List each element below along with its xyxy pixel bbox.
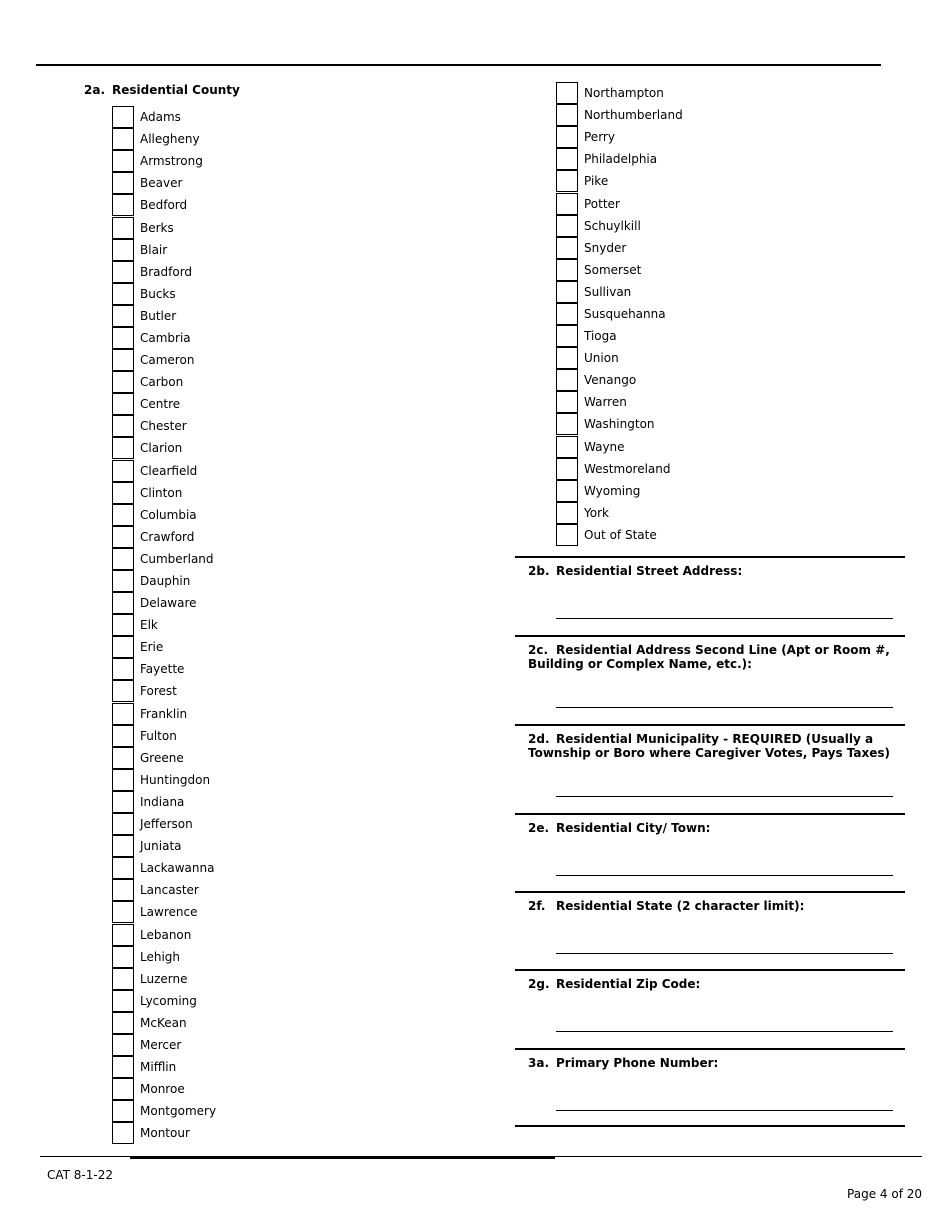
county-option[interactable] (556, 148, 683, 170)
field-2c (515, 635, 905, 724)
county-checkbox[interactable] (556, 347, 578, 369)
county-option[interactable] (112, 393, 216, 415)
county-label: Adams (140, 110, 181, 125)
county-label: Sullivan (584, 284, 632, 299)
county-checkbox[interactable] (112, 924, 134, 946)
county-label: Northampton (584, 86, 664, 101)
field-number: 2g. (528, 977, 550, 991)
county-label: Westmoreland (584, 461, 671, 476)
county-checkbox[interactable] (556, 413, 578, 435)
county-option[interactable] (112, 437, 216, 459)
field-3a (515, 1048, 905, 1126)
county-option[interactable] (112, 504, 216, 526)
county-label: Wayne (584, 439, 625, 454)
county-option[interactable] (112, 460, 216, 482)
county-label: Monroe (140, 1082, 185, 1097)
county-list-right (556, 82, 683, 546)
county-checkbox[interactable] (112, 371, 134, 393)
county-option[interactable] (112, 216, 216, 238)
county-label: Pike (584, 174, 609, 189)
county-option[interactable] (556, 524, 683, 546)
county-option[interactable] (112, 658, 216, 680)
county-label: Bucks (140, 286, 176, 301)
field-question (528, 977, 898, 991)
county-label: McKean (140, 1015, 187, 1030)
county-list-left (112, 106, 216, 1144)
footer-rule-thick (130, 1157, 555, 1159)
county-option[interactable] (112, 570, 216, 592)
county-checkbox[interactable] (556, 259, 578, 281)
county-label: Columbia (140, 507, 197, 522)
county-checkbox[interactable] (556, 502, 578, 524)
county-label: Lycoming (140, 993, 197, 1008)
county-option[interactable] (112, 680, 216, 702)
county-option[interactable] (112, 592, 216, 614)
county-checkbox[interactable] (112, 194, 134, 216)
county-checkbox[interactable] (112, 482, 134, 504)
county-checkbox[interactable] (556, 237, 578, 259)
county-option[interactable] (556, 281, 683, 303)
county-checkbox[interactable] (112, 1012, 134, 1034)
county-option[interactable] (112, 349, 216, 371)
county-checkbox[interactable] (112, 946, 134, 968)
county-label: Tioga (584, 329, 617, 344)
county-label: Susquehanna (584, 306, 666, 321)
county-option[interactable] (556, 170, 683, 192)
county-label: York (584, 505, 609, 520)
county-checkbox[interactable] (112, 283, 134, 305)
county-label: Cambria (140, 330, 191, 345)
field-number: 2b. (528, 564, 550, 578)
county-label: Allegheny (140, 132, 200, 147)
county-label: Bradford (140, 264, 193, 279)
county-option[interactable] (112, 548, 216, 570)
county-option[interactable] (112, 415, 216, 437)
county-checkbox[interactable] (556, 480, 578, 502)
county-checkbox[interactable] (556, 148, 578, 170)
county-checkbox[interactable] (112, 393, 134, 415)
field-question (528, 643, 898, 671)
county-option[interactable] (112, 1056, 216, 1078)
county-option[interactable] (112, 1122, 216, 1144)
county-label: Mercer (140, 1037, 182, 1052)
section-2a-number: 2a. (84, 83, 106, 97)
section-2a-title: Residential County (112, 83, 240, 97)
county-option[interactable] (556, 237, 683, 259)
answer-line[interactable] (556, 707, 893, 708)
county-checkbox[interactable] (112, 592, 134, 614)
county-label: Delaware (140, 596, 197, 611)
county-option[interactable] (112, 172, 216, 194)
county-option[interactable] (112, 150, 216, 172)
county-checkbox[interactable] (556, 325, 578, 347)
county-label: Clearfield (140, 463, 198, 478)
county-label: Bedford (140, 198, 188, 213)
county-option[interactable] (556, 369, 683, 391)
county-checkbox[interactable] (112, 548, 134, 570)
county-option[interactable] (112, 813, 216, 835)
county-option[interactable] (112, 835, 216, 857)
county-option[interactable] (112, 968, 216, 990)
county-checkbox[interactable] (112, 261, 134, 283)
county-checkbox[interactable] (556, 436, 578, 458)
county-option[interactable] (556, 215, 683, 237)
county-checkbox[interactable] (112, 1100, 134, 1122)
county-option[interactable] (112, 946, 216, 968)
field-2e (515, 813, 905, 891)
county-checkbox[interactable] (112, 879, 134, 901)
county-label: Chester (140, 419, 187, 434)
county-checkbox[interactable] (112, 349, 134, 371)
county-label: Butler (140, 308, 177, 323)
county-checkbox[interactable] (112, 636, 134, 658)
county-option[interactable] (112, 305, 216, 327)
county-label: Clinton (140, 485, 183, 500)
county-checkbox[interactable] (556, 126, 578, 148)
county-label: Cameron (140, 353, 195, 368)
county-option[interactable] (112, 747, 216, 769)
county-option[interactable] (556, 126, 683, 148)
county-option[interactable] (112, 879, 216, 901)
county-label: Potter (584, 196, 620, 211)
form-code: CAT 8-1-22 (47, 1168, 113, 1182)
county-checkbox[interactable] (112, 172, 134, 194)
county-label: Union (584, 351, 619, 366)
county-label: Montgomery (140, 1104, 217, 1119)
county-label: Armstrong (140, 154, 203, 169)
county-label: Schuylkill (584, 218, 641, 233)
county-label: Lawrence (140, 905, 198, 920)
county-option[interactable] (112, 283, 216, 305)
county-option[interactable] (556, 458, 683, 480)
county-option[interactable] (112, 636, 216, 658)
county-option[interactable] (112, 725, 216, 747)
county-option[interactable] (112, 239, 216, 261)
county-option[interactable] (556, 104, 683, 126)
county-option[interactable] (556, 82, 683, 104)
county-checkbox[interactable] (556, 193, 578, 215)
county-checkbox[interactable] (112, 327, 134, 349)
answer-line[interactable] (556, 875, 893, 876)
county-label: Lebanon (140, 927, 192, 942)
county-checkbox[interactable] (112, 437, 134, 459)
county-option[interactable] (112, 1100, 216, 1122)
county-label: Blair (140, 242, 168, 257)
county-label: Cumberland (140, 551, 214, 566)
county-checkbox[interactable] (556, 458, 578, 480)
field-label: Residential Address Second Line (Apt or Room #, Building or Complex Name, etc.): (528, 643, 890, 671)
field-label: Residential Municipality - REQUIRED (Usually a Township or Boro where Caregiver Votes, Pays Taxes) (528, 732, 891, 760)
county-checkbox[interactable] (112, 857, 134, 879)
field-question (528, 732, 898, 760)
county-option[interactable] (556, 502, 683, 524)
county-option[interactable] (112, 791, 216, 813)
county-checkbox[interactable] (556, 281, 578, 303)
county-option[interactable] (112, 128, 216, 150)
county-checkbox[interactable] (112, 106, 134, 128)
answer-line[interactable] (556, 796, 893, 797)
county-label: Snyder (584, 240, 627, 255)
county-option[interactable] (112, 371, 216, 393)
county-checkbox[interactable] (556, 391, 578, 413)
county-label: Beaver (140, 176, 183, 191)
county-label: Lancaster (140, 883, 199, 898)
page-number: Page 4 of 20 (847, 1187, 922, 1201)
fields-bottom-rule (515, 1125, 905, 1127)
county-checkbox[interactable] (556, 104, 578, 126)
county-label: Montour (140, 1126, 190, 1141)
field-number: 3a. (528, 1056, 550, 1070)
county-label: Jefferson (140, 817, 193, 832)
field-label: Residential Street Address: (556, 564, 743, 578)
county-option[interactable] (112, 1078, 216, 1100)
county-option[interactable] (112, 106, 216, 128)
county-label: Luzerne (140, 971, 188, 986)
county-option[interactable] (112, 1012, 216, 1034)
county-label: Venango (584, 373, 637, 388)
top-rule (36, 64, 881, 66)
county-label: Elk (140, 618, 158, 633)
field-2g (515, 969, 905, 1048)
field-label: Residential State (2 character limit): (556, 899, 805, 913)
county-label: Greene (140, 750, 184, 765)
county-label: Berks (140, 220, 174, 235)
county-checkbox[interactable] (112, 1078, 134, 1100)
county-label: Northumberland (584, 108, 683, 123)
county-checkbox[interactable] (112, 680, 134, 702)
field-2d (515, 724, 905, 813)
field-label: Primary Phone Number: (556, 1056, 719, 1070)
county-option[interactable] (112, 703, 216, 725)
county-checkbox[interactable] (112, 1034, 134, 1056)
field-2f (515, 891, 905, 969)
county-label: Wyoming (584, 483, 641, 498)
county-checkbox[interactable] (112, 1122, 134, 1144)
field-number: 2d. (528, 732, 550, 746)
county-checkbox[interactable] (112, 305, 134, 327)
county-option[interactable] (112, 526, 216, 548)
field-question (528, 821, 898, 835)
county-label: Lackawanna (140, 861, 215, 876)
county-label: Indiana (140, 794, 185, 809)
county-checkbox[interactable] (112, 703, 134, 725)
county-checkbox[interactable] (112, 769, 134, 791)
answer-line[interactable] (556, 618, 893, 619)
county-option[interactable] (112, 614, 216, 636)
county-label: Erie (140, 640, 164, 655)
county-option[interactable] (556, 325, 683, 347)
county-option[interactable] (556, 436, 683, 458)
county-label: Out of State (584, 527, 657, 542)
county-checkbox[interactable] (112, 968, 134, 990)
county-label: Huntingdon (140, 772, 211, 787)
county-checkbox[interactable] (112, 570, 134, 592)
answer-line[interactable] (556, 1110, 893, 1111)
county-option[interactable] (112, 261, 216, 283)
county-checkbox[interactable] (112, 835, 134, 857)
county-label: Lehigh (140, 949, 181, 964)
county-label: Washington (584, 417, 655, 432)
section-2a-heading (84, 83, 240, 97)
county-option[interactable] (112, 482, 216, 504)
county-label: Perry (584, 130, 615, 145)
county-option[interactable] (112, 990, 216, 1012)
county-option[interactable] (556, 303, 683, 325)
answer-line[interactable] (556, 953, 893, 954)
county-option[interactable] (556, 413, 683, 435)
county-checkbox[interactable] (112, 901, 134, 923)
county-checkbox[interactable] (112, 658, 134, 680)
county-label: Dauphin (140, 574, 191, 589)
county-option[interactable] (556, 192, 683, 214)
county-checkbox[interactable] (112, 217, 134, 239)
county-label: Philadelphia (584, 152, 658, 167)
county-option[interactable] (112, 769, 216, 791)
county-checkbox[interactable] (556, 524, 578, 546)
county-checkbox[interactable] (556, 215, 578, 237)
county-checkbox[interactable] (556, 170, 578, 192)
county-checkbox[interactable] (112, 791, 134, 813)
county-label: Franklin (140, 706, 188, 721)
county-checkbox[interactable] (112, 460, 134, 482)
county-checkbox[interactable] (556, 82, 578, 104)
county-option[interactable] (112, 901, 216, 923)
field-number: 2f. (528, 899, 546, 913)
county-checkbox[interactable] (112, 990, 134, 1012)
county-checkbox[interactable] (556, 303, 578, 325)
county-option[interactable] (556, 480, 683, 502)
county-checkbox[interactable] (112, 725, 134, 747)
county-label: Mifflin (140, 1060, 177, 1075)
county-option[interactable] (112, 857, 216, 879)
county-label: Forest (140, 684, 177, 699)
county-checkbox[interactable] (112, 813, 134, 835)
county-label: Fulton (140, 728, 177, 743)
county-option[interactable] (112, 327, 216, 349)
county-checkbox[interactable] (112, 526, 134, 548)
county-checkbox[interactable] (112, 128, 134, 150)
county-checkbox[interactable] (112, 239, 134, 261)
county-label: Fayette (140, 662, 185, 677)
field-question (528, 899, 898, 913)
county-label: Carbon (140, 375, 184, 390)
county-option[interactable] (112, 1034, 216, 1056)
county-option[interactable] (556, 347, 683, 369)
county-checkbox[interactable] (112, 747, 134, 769)
county-checkbox[interactable] (112, 415, 134, 437)
county-checkbox[interactable] (112, 1056, 134, 1078)
county-label: Somerset (584, 262, 642, 277)
county-option[interactable] (556, 259, 683, 281)
field-label: Residential City/ Town: (556, 821, 711, 835)
county-option[interactable] (112, 194, 216, 216)
answer-line[interactable] (556, 1031, 893, 1032)
county-label: Warren (584, 395, 627, 410)
address-fields (515, 556, 905, 1126)
county-option[interactable] (556, 391, 683, 413)
field-label: Residential Zip Code: (556, 977, 701, 991)
county-checkbox[interactable] (556, 369, 578, 391)
field-number: 2e. (528, 821, 550, 835)
county-option[interactable] (112, 923, 216, 945)
county-label: Clarion (140, 441, 183, 456)
county-checkbox[interactable] (112, 150, 134, 172)
county-label: Centre (140, 397, 181, 412)
county-label: Crawford (140, 529, 195, 544)
county-checkbox[interactable] (112, 504, 134, 526)
field-question (528, 564, 898, 578)
field-number: 2c. (528, 643, 549, 657)
county-checkbox[interactable] (112, 614, 134, 636)
county-label: Juniata (140, 839, 182, 854)
field-2b (515, 556, 905, 635)
field-question (528, 1056, 898, 1070)
